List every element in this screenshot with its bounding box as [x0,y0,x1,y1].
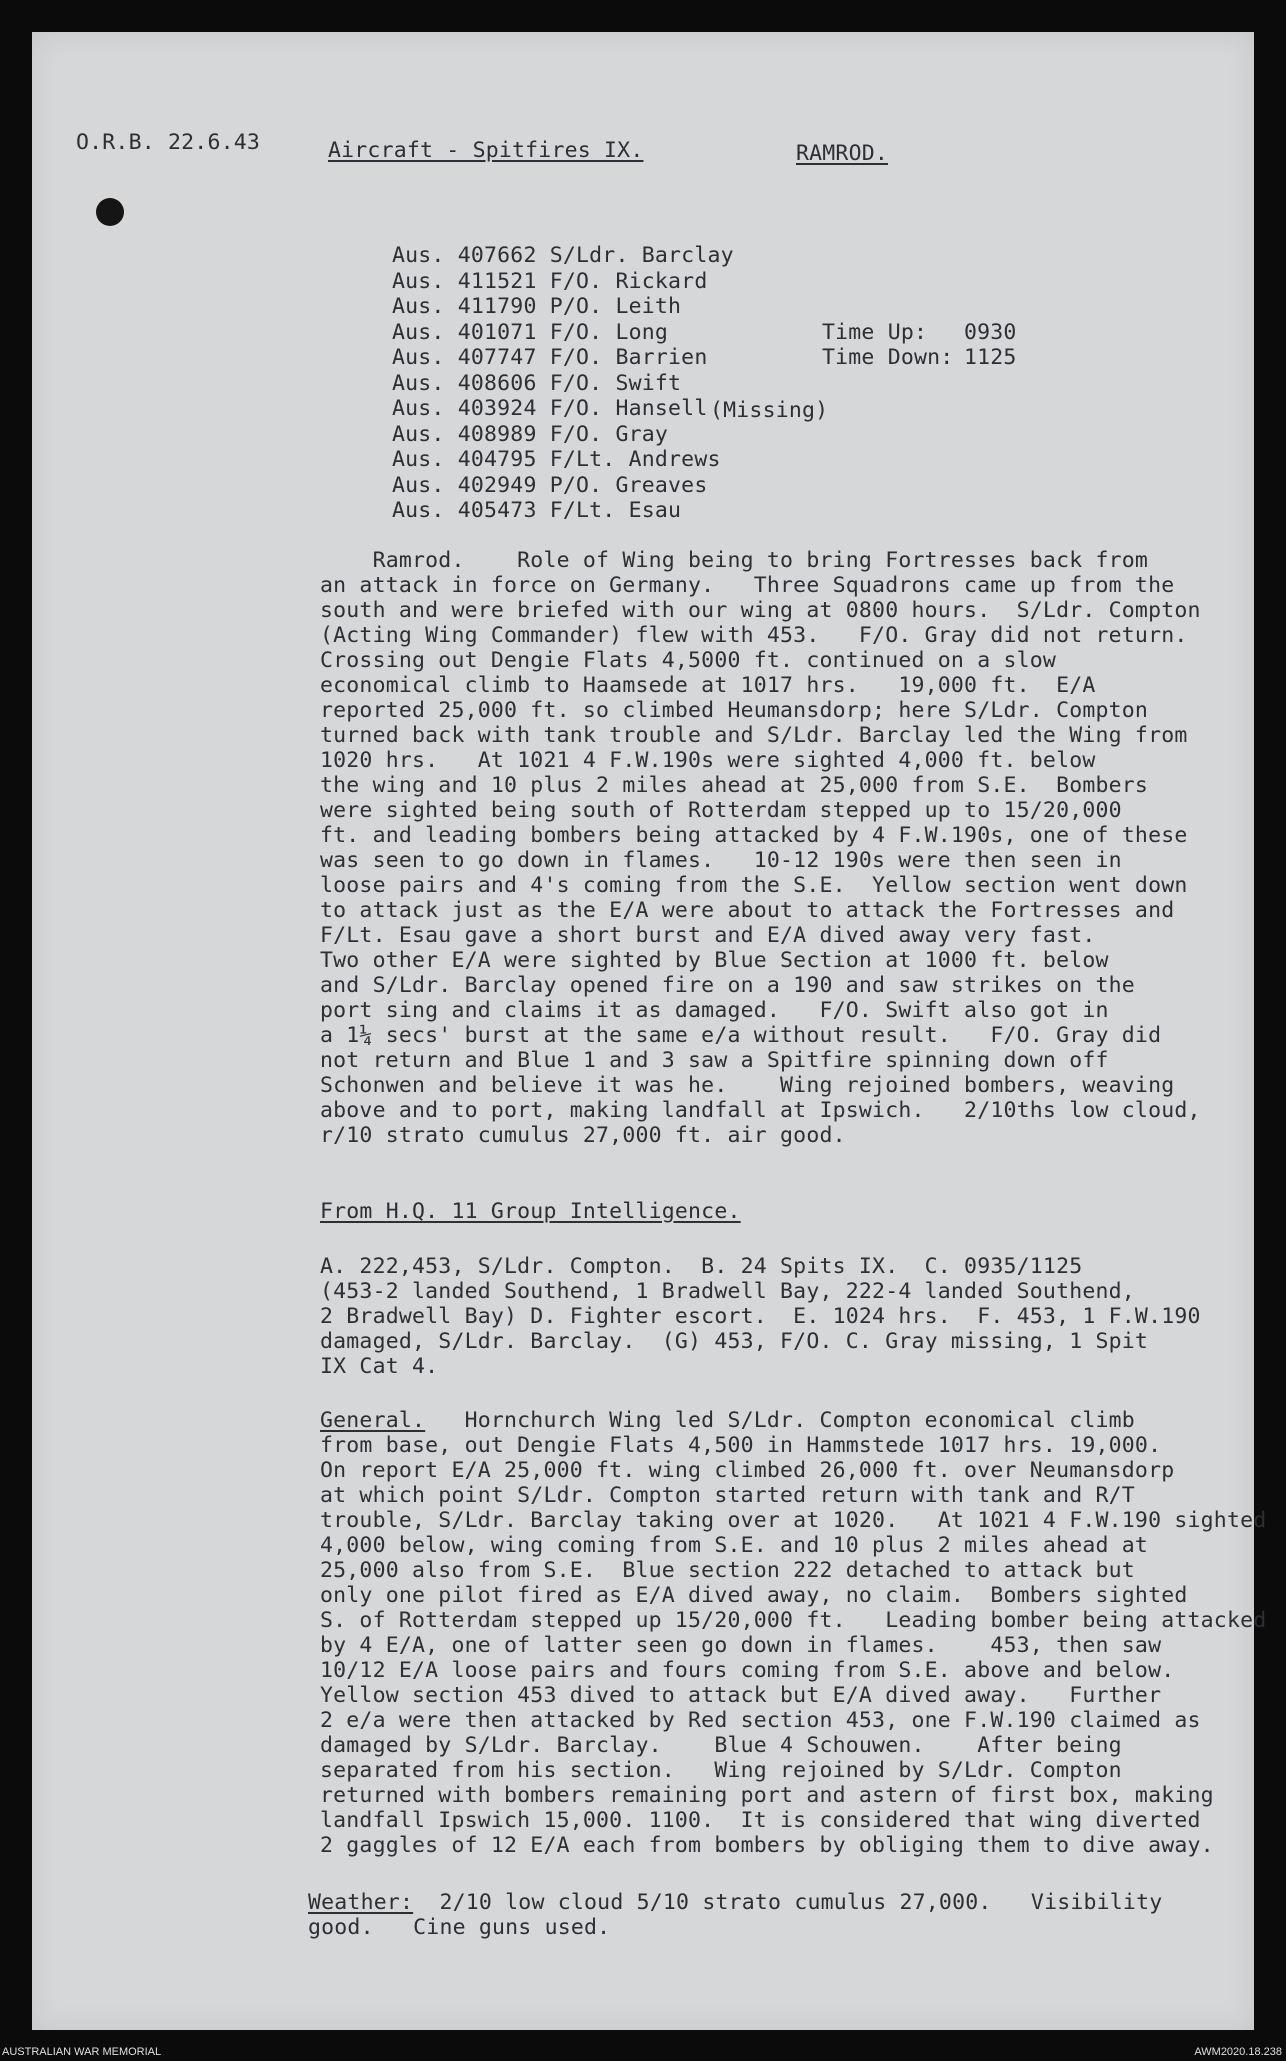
aircraft-heading: Aircraft - Spitfires IX. [328,138,644,163]
narrative-line: and S/Ldr. Barclay opened fire on a 190 and saw strikes on the [320,973,1135,998]
general-paragraph [320,1408,1267,1858]
narrative-line: Schonwen and believe it was he. Wing rejoined bombers, weaving [320,1073,1175,1098]
narrative-paragraph [320,548,1220,1148]
intel-line: damaged, S/Ldr. Barclay. (G) 453, F/O. C. Gray missing, 1 Spit [320,1329,1149,1354]
weather-paragraph [308,1890,1208,1940]
general-line: separated from his section. Wing rejoined by S/Ldr. Compton [320,1758,1122,1783]
crew-entry: Aus. 404795 F/Lt. Andrews [392,447,721,472]
general-line: 2 e/a were then attacked by Red section 453, one F.W.190 claimed as [320,1708,1201,1733]
orb-reference: O.R.B. 22.6.43 [76,130,261,155]
narrative-line: loose pairs and 4's coming from the S.E. Yellow section went down [320,873,1188,898]
general-lines [320,1433,1267,1858]
crew-entry: Aus. 411521 F/O. Rickard [392,268,708,294]
weather-heading: Weather: [308,1890,414,1915]
narrative-line: port sing and claims it as damaged. F/O. Swift also got in [320,998,1109,1023]
narrative-line: ft. and leading bombers being attacked by 4 F.W.190s, one of these [320,823,1188,848]
time-down-value: 1125 [964,345,1017,370]
narrative-line: were sighted being south of Rotterdam stepped up to 15/20,000 [320,798,1122,823]
weather-first-line [308,1890,1208,1915]
general-line: damaged by S/Ldr. Barclay. Blue 4 Schouwen. After being [320,1733,1122,1758]
general-line: Yellow section 453 dived to attack but E/A dived away. Further [320,1683,1162,1708]
narrative-line: to attack just as the E/A were about to attack the Fortresses and [320,898,1175,923]
general-line: by 4 E/A, one of latter seen go down in flames. 453, then saw [320,1633,1162,1658]
narrative-line: Two other E/A were sighted by Blue Section at 1000 ft. below [320,948,1109,973]
general-line: 2 gaggles of 12 E/A each from bombers by obliging them to dive away. [320,1833,1214,1858]
narrative-line: was seen to go down in flames. 10-12 190s were then seen in [320,848,1122,873]
intel-line: 2 Bradwell Bay) D. Fighter escort. E. 1024 hrs. F. 453, 1 F.W.190 [320,1304,1201,1329]
crew-entry: Aus. 411790 P/O. Leith [392,294,682,319]
narrative-line: turned back with tank trouble and S/Ldr. Barclay led the Wing from [320,723,1188,748]
crew-entry: Aus. 407662 S/Ldr. Barclay [392,243,734,268]
narrative-line: Ramrod. Role of Wing being to bring Fortresses back from [320,548,1149,573]
narrative-line: economical climb to Haamsede at 1017 hrs. 19,000 ft. E/A [320,673,1096,698]
punch-hole [96,198,124,226]
general-line: 25,000 also from S.E. Blue section 222 detached to attack but [320,1558,1135,1583]
crew-entry: Aus. 408606 F/O. Swift [392,370,682,396]
time-up-value: 0930 [964,320,1017,345]
weather-second-line: good. Cine guns used. [308,1915,611,1940]
narrative-line: 1020 hrs. At 1021 4 F.W.190s were sighted 4,000 ft. below [320,748,1096,773]
intel-heading: From H.Q. 11 Group Intelligence. [320,1199,741,1224]
general-first-line [320,1408,1220,1433]
weather-first-text: 2/10 low cloud 5/10 strato cumulus 27,000. Visibility [413,1890,1163,1915]
narrative-line: above and to port, making landfall at Ipswich. 2/10ths low cloud, [320,1098,1201,1123]
crew-entry: Aus. 405473 F/Lt. Esau [392,498,682,523]
footer-right: AWM2020.18.238 [1194,2046,1282,2058]
missing-note: (Missing) [710,398,829,423]
general-line: 10/12 E/A loose pairs and fours coming from S.E. above and below. [320,1658,1175,1683]
narrative-line: an attack in force on Germany. Three Squadrons came up from the [320,573,1175,598]
narrative-line: r/10 strato cumulus 27,000 ft. air good. [320,1123,846,1148]
crew-entry: Aus. 401071 F/O. Long [392,319,669,345]
time-down-label: Time Down: [822,345,954,370]
general-line: landfall Ipswich 15,000. 1100. It is considered that wing diverted [320,1808,1201,1833]
general-first-text: Hornchurch Wing led S/Ldr. Compton economical climb [425,1408,1135,1433]
footer-left: AUSTRALIAN WAR MEMORIAL [2,2046,162,2058]
crew-entry: Aus. 408989 F/O. Gray [392,421,669,447]
general-line: On report E/A 25,000 ft. wing climbed 26,000 ft. over Neumansdorp [320,1458,1175,1483]
general-line: 4,000 below, wing coming from S.E. and 10 plus 2 miles ahead at [320,1533,1149,1558]
narrative-line: not return and Blue 1 and 3 saw a Spitfire spinning down off [320,1048,1109,1073]
narrative-line: Crossing out Dengie Flats 4,5000 ft. continued on a slow [320,648,1057,673]
general-line: from base, out Dengie Flats 4,500 in Hammstede 1017 hrs. 19,000. [320,1433,1162,1458]
document-page [32,32,1267,2030]
intel-line: IX Cat 4. [320,1354,439,1379]
general-line: at which point S/Ldr. Compton started return with tank and R/T [320,1483,1135,1508]
intel-line: A. 222,453, S/Ldr. Compton. B. 24 Spits IX. C. 0935/1125 [320,1254,1083,1279]
intel-line: (453-2 landed Southend, 1 Bradwell Bay, 222-4 landed Southend, [320,1279,1135,1304]
crew-entry: Aus. 402949 P/O. Greaves [392,472,708,498]
narrative-line: reported 25,000 ft. so climbed Heumansdorp; here S/Ldr. Compton [320,698,1149,723]
narrative-line: (Acting Wing Commander) flew with 453. F/O. Gray did not return. [320,623,1188,648]
narrative-line: F/Lt. Esau gave a short burst and E/A dived away very fast. [320,923,1096,948]
general-heading: General. [320,1408,426,1433]
general-line: S. of Rotterdam stepped up 15/20,000 ft. Leading bomber being attacked [320,1608,1267,1633]
general-line: trouble, S/Ldr. Barclay taking over at 1020. At 1021 4 F.W.190 sighted [320,1508,1267,1533]
narrative-line: the wing and 10 plus 2 miles ahead at 25,000 from S.E. Bombers [320,773,1149,798]
general-line: returned with bombers remaining port and astern of first box, making [320,1783,1214,1808]
crew-entry: Aus. 407747 F/O. Barrien [392,345,708,370]
operation-heading: RAMROD. [796,141,889,166]
crew-entry: Aus. 403924 F/O. Hansell [392,396,708,421]
intel-paragraph [320,1254,1220,1379]
narrative-line: a 1¼ secs' burst at the same e/a without result. F/O. Gray did [320,1023,1162,1048]
general-line: only one pilot fired as E/A dived away, no claim. Bombers sighted [320,1583,1188,1608]
time-up-label: Time Up: [822,320,928,345]
narrative-line: south and were briefed with our wing at 0800 hours. S/Ldr. Compton [320,598,1201,623]
